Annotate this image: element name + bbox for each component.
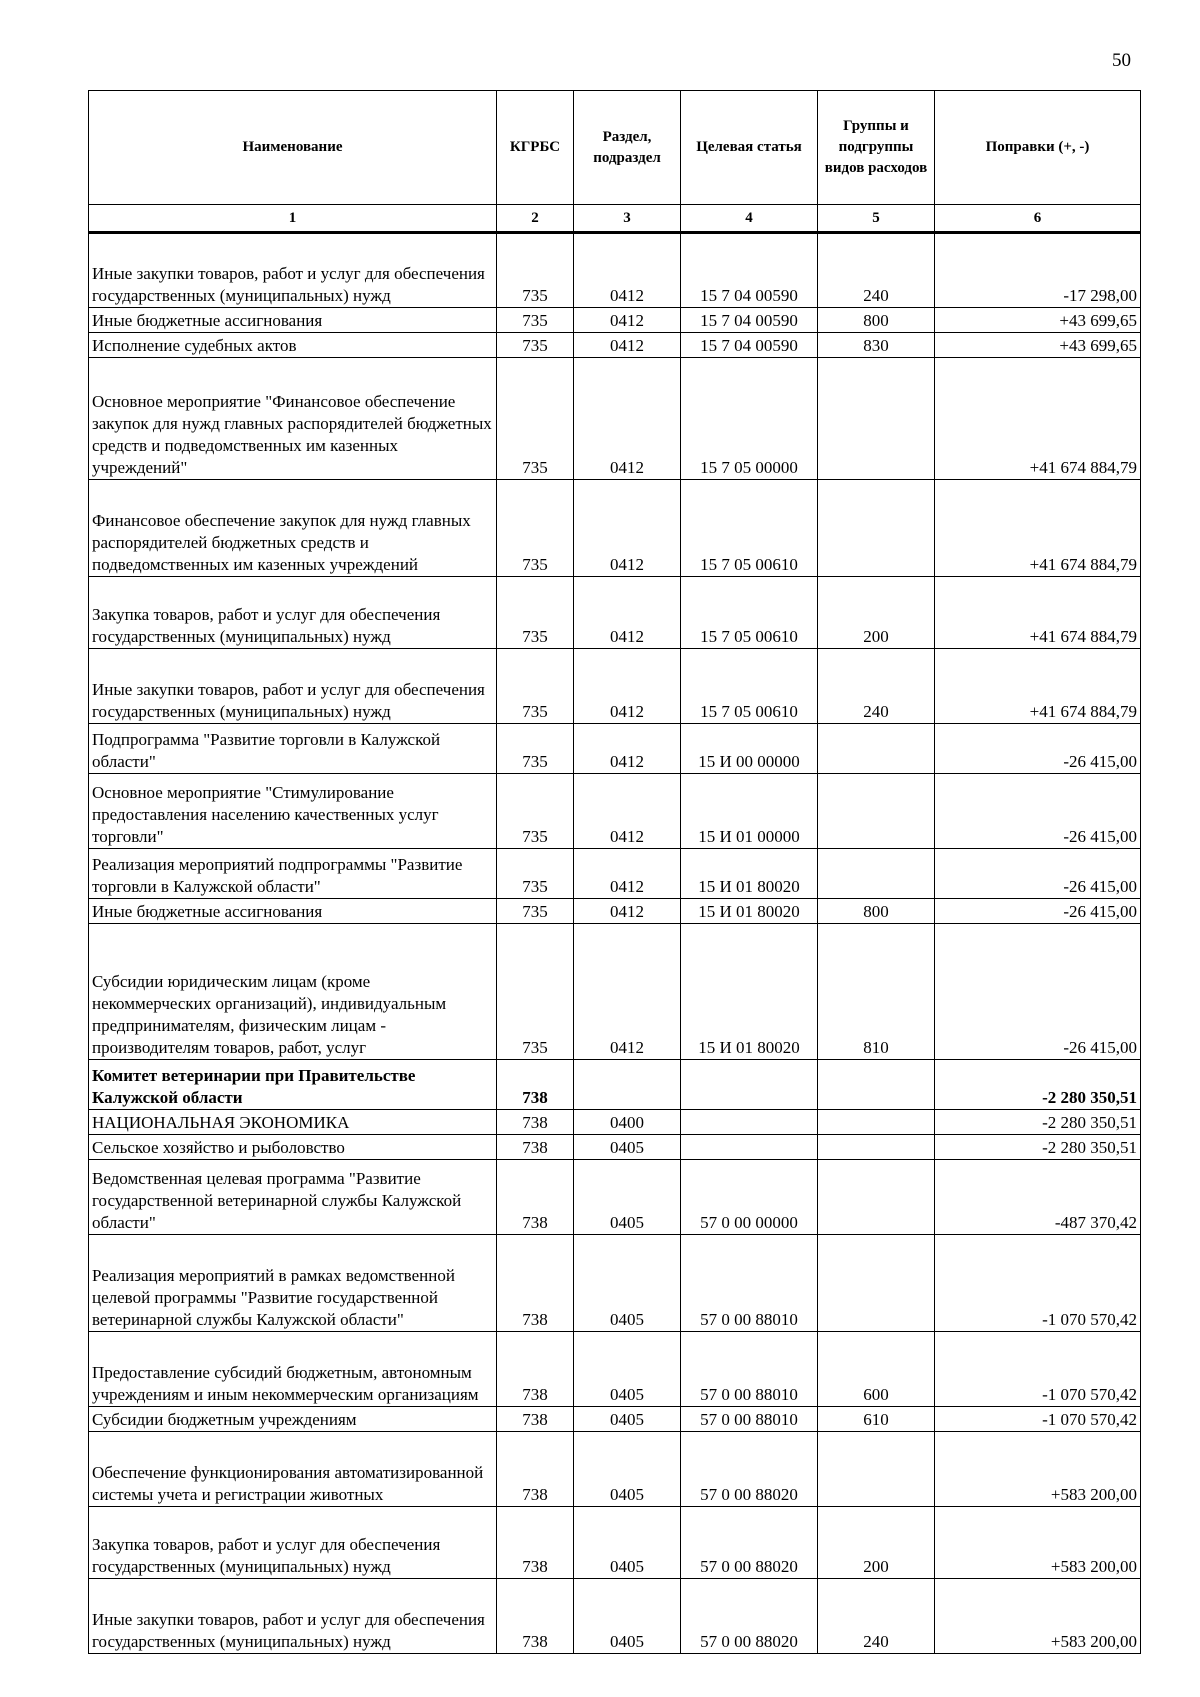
row-kgrbs: 738: [497, 1060, 574, 1110]
row-kgrbs: 738: [497, 1235, 574, 1332]
row-group: [818, 1135, 935, 1160]
row-kgrbs: 738: [497, 1579, 574, 1654]
budget-amendments-table: [88, 90, 1141, 1654]
row-amount: +583 200,00: [935, 1432, 1141, 1507]
row-section: 0405: [574, 1579, 681, 1654]
row-section: 0405: [574, 1432, 681, 1507]
row-name: Закупка товаров, работ и услуг для обеспечения государственных (муниципальных) нужд: [89, 577, 497, 649]
header-groups: Группы и подгруппы видов расходов: [818, 91, 935, 205]
row-target: 15 И 00 00000: [681, 724, 818, 774]
row-amount: -26 415,00: [935, 774, 1141, 849]
header-target: Целевая статья: [681, 91, 818, 205]
row-group: [818, 1110, 935, 1135]
row-section: [574, 1060, 681, 1110]
row-name: Исполнение судебных актов: [89, 333, 497, 358]
row-group: 240: [818, 649, 935, 724]
row-kgrbs: 738: [497, 1332, 574, 1407]
row-kgrbs: 735: [497, 649, 574, 724]
row-group: [818, 774, 935, 849]
row-target: 57 0 00 88010: [681, 1407, 818, 1432]
row-target: 15 7 05 00610: [681, 649, 818, 724]
table-row: [89, 1060, 1141, 1110]
row-kgrbs: 735: [497, 333, 574, 358]
row-amount: +43 699,65: [935, 333, 1141, 358]
row-group: 600: [818, 1332, 935, 1407]
row-kgrbs: 738: [497, 1507, 574, 1579]
row-target: 15 7 05 00000: [681, 358, 818, 480]
row-name: Закупка товаров, работ и услуг для обеспечения государственных (муниципальных) нужд: [89, 1507, 497, 1579]
table-row: [89, 724, 1141, 774]
row-name: Реализация мероприятий подпрограммы "Развитие торговли в Калужской области": [89, 849, 497, 899]
row-name: Субсидии бюджетным учреждениям: [89, 1407, 497, 1432]
row-section: 0412: [574, 308, 681, 333]
row-section: 0412: [574, 774, 681, 849]
table-row: [89, 1332, 1141, 1407]
row-group: [818, 1432, 935, 1507]
row-kgrbs: 738: [497, 1110, 574, 1135]
row-amount: -1 070 570,42: [935, 1407, 1141, 1432]
column-number: 5: [818, 205, 935, 233]
header-row: [89, 91, 1141, 205]
row-section: 0412: [574, 358, 681, 480]
table-row: [89, 233, 1141, 308]
row-target: [681, 1060, 818, 1110]
row-group: [818, 849, 935, 899]
row-target: 57 0 00 00000: [681, 1160, 818, 1235]
row-section: 0412: [574, 649, 681, 724]
row-group: [818, 358, 935, 480]
table-row: [89, 333, 1141, 358]
row-name: Иные бюджетные ассигнования: [89, 899, 497, 924]
table-row: [89, 577, 1141, 649]
row-amount: -26 415,00: [935, 724, 1141, 774]
row-target: 57 0 00 88020: [681, 1579, 818, 1654]
row-section: 0412: [574, 849, 681, 899]
row-section: 0400: [574, 1110, 681, 1135]
row-kgrbs: 738: [497, 1407, 574, 1432]
column-number: 2: [497, 205, 574, 233]
row-amount: -26 415,00: [935, 924, 1141, 1060]
row-name: Комитет ветеринарии при Правительстве Калужской области: [89, 1060, 497, 1110]
row-amount: -2 280 350,51: [935, 1135, 1141, 1160]
row-name: Основное мероприятие "Стимулирование предоставления населению качественных услуг торговли": [89, 774, 497, 849]
table-row: [89, 1135, 1141, 1160]
row-section: 0412: [574, 724, 681, 774]
row-group: [818, 480, 935, 577]
row-target: 57 0 00 88010: [681, 1235, 818, 1332]
row-section: 0405: [574, 1407, 681, 1432]
row-section: 0405: [574, 1135, 681, 1160]
row-kgrbs: 738: [497, 1432, 574, 1507]
row-amount: +41 674 884,79: [935, 480, 1141, 577]
row-name: Финансовое обеспечение закупок для нужд главных распорядителей бюджетных средств и подведомственных им казенных учреждений: [89, 480, 497, 577]
table-row: [89, 924, 1141, 1060]
column-number: 6: [935, 205, 1141, 233]
row-amount: +41 674 884,79: [935, 649, 1141, 724]
row-name: Подпрограмма "Развитие торговли в Калужской области": [89, 724, 497, 774]
row-amount: +43 699,65: [935, 308, 1141, 333]
table-row: [89, 1432, 1141, 1507]
header-section: Раздел, подраздел: [574, 91, 681, 205]
column-number: 1: [89, 205, 497, 233]
table-row: [89, 480, 1141, 577]
row-name: Иные закупки товаров, работ и услуг для обеспечения государственных (муниципальных) нужд: [89, 1579, 497, 1654]
row-kgrbs: 735: [497, 849, 574, 899]
page-number: 50: [1112, 50, 1131, 71]
row-target: 15 7 04 00590: [681, 308, 818, 333]
row-name: Сельское хозяйство и рыболовство: [89, 1135, 497, 1160]
row-section: 0412: [574, 899, 681, 924]
row-target: [681, 1110, 818, 1135]
column-number-row: [89, 205, 1141, 233]
row-section: 0412: [574, 480, 681, 577]
row-target: 15 7 05 00610: [681, 577, 818, 649]
row-target: 15 И 01 80020: [681, 899, 818, 924]
row-target: 15 7 05 00610: [681, 480, 818, 577]
row-name: НАЦИОНАЛЬНАЯ ЭКОНОМИКА: [89, 1110, 497, 1135]
row-section: 0405: [574, 1332, 681, 1407]
table-row: [89, 1579, 1141, 1654]
row-target: 15 И 01 80020: [681, 849, 818, 899]
row-group: 610: [818, 1407, 935, 1432]
row-name: Иные бюджетные ассигнования: [89, 308, 497, 333]
table-row: [89, 849, 1141, 899]
row-amount: -1 070 570,42: [935, 1235, 1141, 1332]
column-number: 4: [681, 205, 818, 233]
header-name: Наименование: [89, 91, 497, 205]
row-target: 15 И 01 80020: [681, 924, 818, 1060]
row-kgrbs: 735: [497, 308, 574, 333]
row-target: 15 7 04 00590: [681, 233, 818, 308]
row-target: 57 0 00 88020: [681, 1432, 818, 1507]
row-group: 200: [818, 577, 935, 649]
row-group: [818, 1160, 935, 1235]
row-name: Обеспечение функционирования автоматизированной системы учета и регистрации животных: [89, 1432, 497, 1507]
row-section: 0405: [574, 1235, 681, 1332]
row-kgrbs: 735: [497, 233, 574, 308]
column-number: 3: [574, 205, 681, 233]
row-name: Субсидии юридическим лицам (кроме некоммерческих организаций), индивидуальным предпринимателям, физическим лицам - производителям товаров, работ, услуг: [89, 924, 497, 1060]
row-kgrbs: 735: [497, 480, 574, 577]
table-row: [89, 308, 1141, 333]
row-kgrbs: 735: [497, 924, 574, 1060]
table-row: [89, 1235, 1141, 1332]
row-target: 57 0 00 88020: [681, 1507, 818, 1579]
row-amount: -17 298,00: [935, 233, 1141, 308]
row-amount: -2 280 350,51: [935, 1060, 1141, 1110]
row-name: Иные закупки товаров, работ и услуг для обеспечения государственных (муниципальных) нужд: [89, 233, 497, 308]
row-kgrbs: 738: [497, 1160, 574, 1235]
row-section: 0405: [574, 1160, 681, 1235]
table-row: [89, 1407, 1141, 1432]
row-group: [818, 724, 935, 774]
row-amount: -26 415,00: [935, 899, 1141, 924]
row-target: 57 0 00 88010: [681, 1332, 818, 1407]
row-group: 800: [818, 308, 935, 333]
header-kgrbs: КГРБС: [497, 91, 574, 205]
row-amount: +41 674 884,79: [935, 358, 1141, 480]
row-amount: +583 200,00: [935, 1579, 1141, 1654]
row-target: 15 И 01 00000: [681, 774, 818, 849]
row-group: 240: [818, 233, 935, 308]
row-group: 200: [818, 1507, 935, 1579]
row-name: Ведомственная целевая программа "Развитие государственной ветеринарной службы Калужской области": [89, 1160, 497, 1235]
row-kgrbs: 735: [497, 577, 574, 649]
table-row: [89, 358, 1141, 480]
row-kgrbs: 735: [497, 724, 574, 774]
row-kgrbs: 738: [497, 1135, 574, 1160]
row-amount: +583 200,00: [935, 1507, 1141, 1579]
row-amount: -487 370,42: [935, 1160, 1141, 1235]
table-row: [89, 649, 1141, 724]
row-target: [681, 1135, 818, 1160]
row-section: 0412: [574, 333, 681, 358]
row-kgrbs: 735: [497, 358, 574, 480]
table-row: [89, 1160, 1141, 1235]
table-row: [89, 1507, 1141, 1579]
row-section: 0412: [574, 577, 681, 649]
row-amount: -2 280 350,51: [935, 1110, 1141, 1135]
row-name: Основное мероприятие "Финансовое обеспечение закупок для нужд главных распорядителей бюджетных средств и подведомственных им казенных учреждений": [89, 358, 497, 480]
row-section: 0412: [574, 233, 681, 308]
table-row: [89, 774, 1141, 849]
row-name: Предоставление субсидий бюджетным, автономным учреждениям и иным некоммерческим организациям: [89, 1332, 497, 1407]
row-group: [818, 1235, 935, 1332]
row-name: Реализация мероприятий в рамках ведомственной целевой программы "Развитие государственной ветеринарной службы Калужской области": [89, 1235, 497, 1332]
row-group: 800: [818, 899, 935, 924]
row-kgrbs: 735: [497, 774, 574, 849]
row-group: 830: [818, 333, 935, 358]
row-name: Иные закупки товаров, работ и услуг для обеспечения государственных (муниципальных) нужд: [89, 649, 497, 724]
table-row: [89, 899, 1141, 924]
row-kgrbs: 735: [497, 899, 574, 924]
row-group: [818, 1060, 935, 1110]
row-group: 810: [818, 924, 935, 1060]
row-section: 0412: [574, 924, 681, 1060]
row-amount: -26 415,00: [935, 849, 1141, 899]
row-section: 0405: [574, 1507, 681, 1579]
row-target: 15 7 04 00590: [681, 333, 818, 358]
table-row: [89, 1110, 1141, 1135]
row-amount: +41 674 884,79: [935, 577, 1141, 649]
row-group: 240: [818, 1579, 935, 1654]
header-amendments: Поправки (+, -): [935, 91, 1141, 205]
row-amount: -1 070 570,42: [935, 1332, 1141, 1407]
table-body: [89, 233, 1141, 1654]
